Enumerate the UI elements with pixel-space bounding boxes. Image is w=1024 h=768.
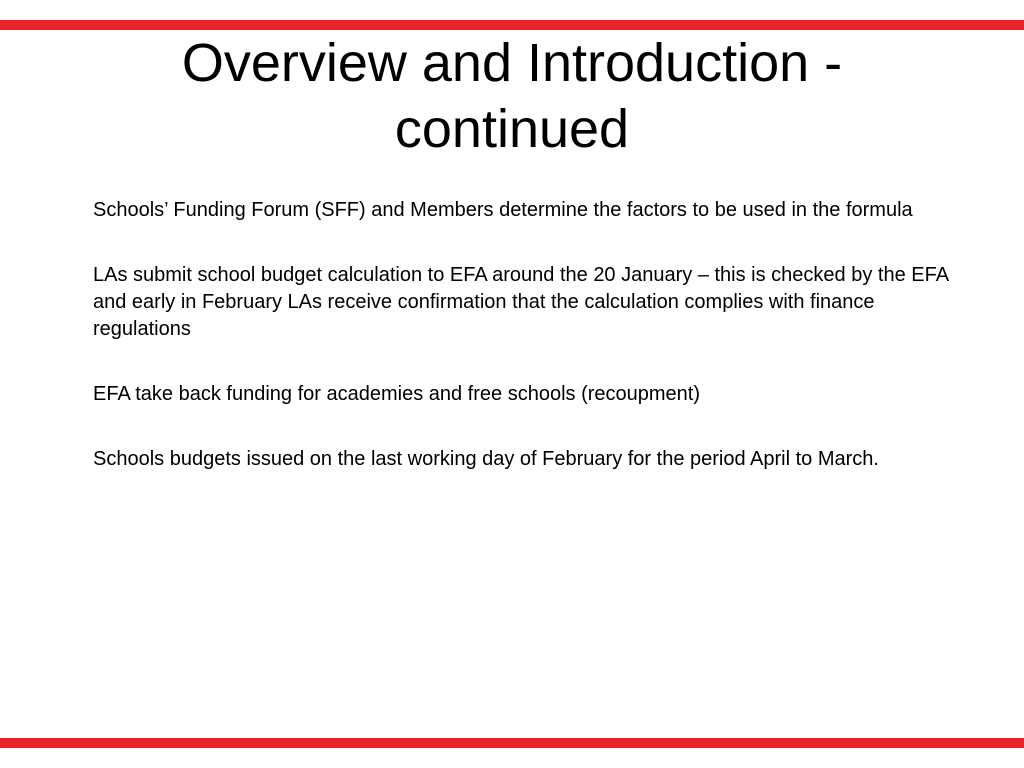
top-accent-rule [0, 20, 1024, 30]
paragraph-budgets-issued: Schools budgets issued on the last working day of February for the period April to March. [93, 448, 879, 470]
slide-title [60, 30, 964, 162]
paragraph-budget-submission: LAs submit school budget calculation to EFA around the 20 January – this is checked by the EFA and early in February LAs receive confirmation that the calculation complies with finance regulations [93, 264, 948, 340]
paragraph-sff-factors: Schools’ Funding Forum (SFF) and Members determine the factors to be used in the formula [93, 199, 913, 221]
slide-title-line-2: continued [394, 99, 630, 159]
slide-title-line-1: Overview and Introduction - [181, 33, 843, 93]
bottom-accent-rule [0, 738, 1024, 748]
slide-body [93, 197, 963, 511]
paragraph-recoupment: EFA take back funding for academies and free schools (recoupment) [93, 383, 701, 405]
